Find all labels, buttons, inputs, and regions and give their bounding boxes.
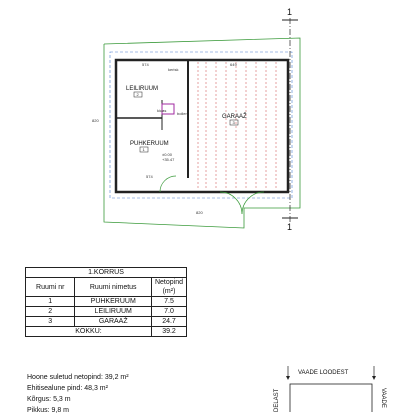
header-area: Netopind (m²) xyxy=(152,278,187,297)
room-num-leiliruum: 2 xyxy=(136,92,139,97)
cell-name: GARAAŽ xyxy=(75,317,152,327)
room-num-garaaz: 3 xyxy=(232,120,235,125)
cell-area: 7.5 xyxy=(152,297,187,307)
table-total-row xyxy=(26,327,187,337)
table-row xyxy=(26,307,187,317)
level-floor: ±0.00 xyxy=(162,152,172,157)
level-abs: +35.47 xyxy=(162,157,175,162)
label-kerisk: kerisk xyxy=(168,67,179,72)
room-label-leiliruum: LEILIRUUM xyxy=(126,86,159,92)
room-label-puhkeruum: PUHKERUUM xyxy=(130,141,169,147)
cell-name: PUHKERUUM xyxy=(75,297,152,307)
summary-height: Kõrgus: 5,3 m xyxy=(27,396,71,403)
cell-area: 7.0 xyxy=(152,307,187,317)
summary-length: Pikkus: 9,8 m xyxy=(27,407,70,414)
view-legend xyxy=(270,360,400,412)
view-label-southwest: VAADE LOODEST xyxy=(298,370,349,376)
summary-footprint: Ehitisealune pind: 48,3 m² xyxy=(27,385,108,392)
sauna-door xyxy=(160,176,176,192)
view-label-east: DELAST xyxy=(274,388,280,412)
cell-area: 24.7 xyxy=(152,317,187,327)
cell-nr: 1 xyxy=(26,297,75,307)
garage-door xyxy=(220,192,242,214)
cell-name: LEILIRUUM xyxy=(75,307,152,317)
rooms-table xyxy=(25,267,187,337)
header-nr: Ruumi nr xyxy=(26,278,75,297)
dim-bottom-mid: 574 xyxy=(146,174,153,179)
total-label: KOKKU: xyxy=(26,327,152,337)
view-label-north: VAADE xyxy=(380,388,386,408)
dim-top-left: 574 xyxy=(142,62,149,67)
dim-top-right: 649 xyxy=(230,62,237,67)
plot-boundary xyxy=(104,38,300,228)
header-name: Ruumi nimetus xyxy=(75,278,152,297)
room-num-puhkeruum: 1 xyxy=(142,147,145,152)
dim-bottom-right: 820 xyxy=(196,210,203,215)
summary-net-area: Hoone suletud netopind: 39,2 m² xyxy=(27,374,129,381)
roof-outline xyxy=(110,52,292,198)
cell-nr: 2 xyxy=(26,307,75,317)
table-title: 1.KORRUS xyxy=(26,268,187,278)
outer-wall xyxy=(116,60,288,192)
building-summary xyxy=(27,372,129,416)
table-row xyxy=(26,317,187,327)
table-row xyxy=(26,297,187,307)
room-label-garaaz: GARAAŽ xyxy=(222,114,247,120)
section-marker-top: 1 xyxy=(287,7,293,17)
view-box xyxy=(290,384,372,412)
garage-door-2 xyxy=(242,192,264,214)
label-heater: boiler xyxy=(177,111,187,116)
dim-left-side: 820 xyxy=(92,118,99,123)
cell-nr: 3 xyxy=(26,317,75,327)
label-stove: kiuas xyxy=(157,108,167,113)
section-marker-bottom: 1 xyxy=(287,222,293,232)
garage-joists xyxy=(198,62,276,190)
total-value: 39.2 xyxy=(152,327,187,337)
